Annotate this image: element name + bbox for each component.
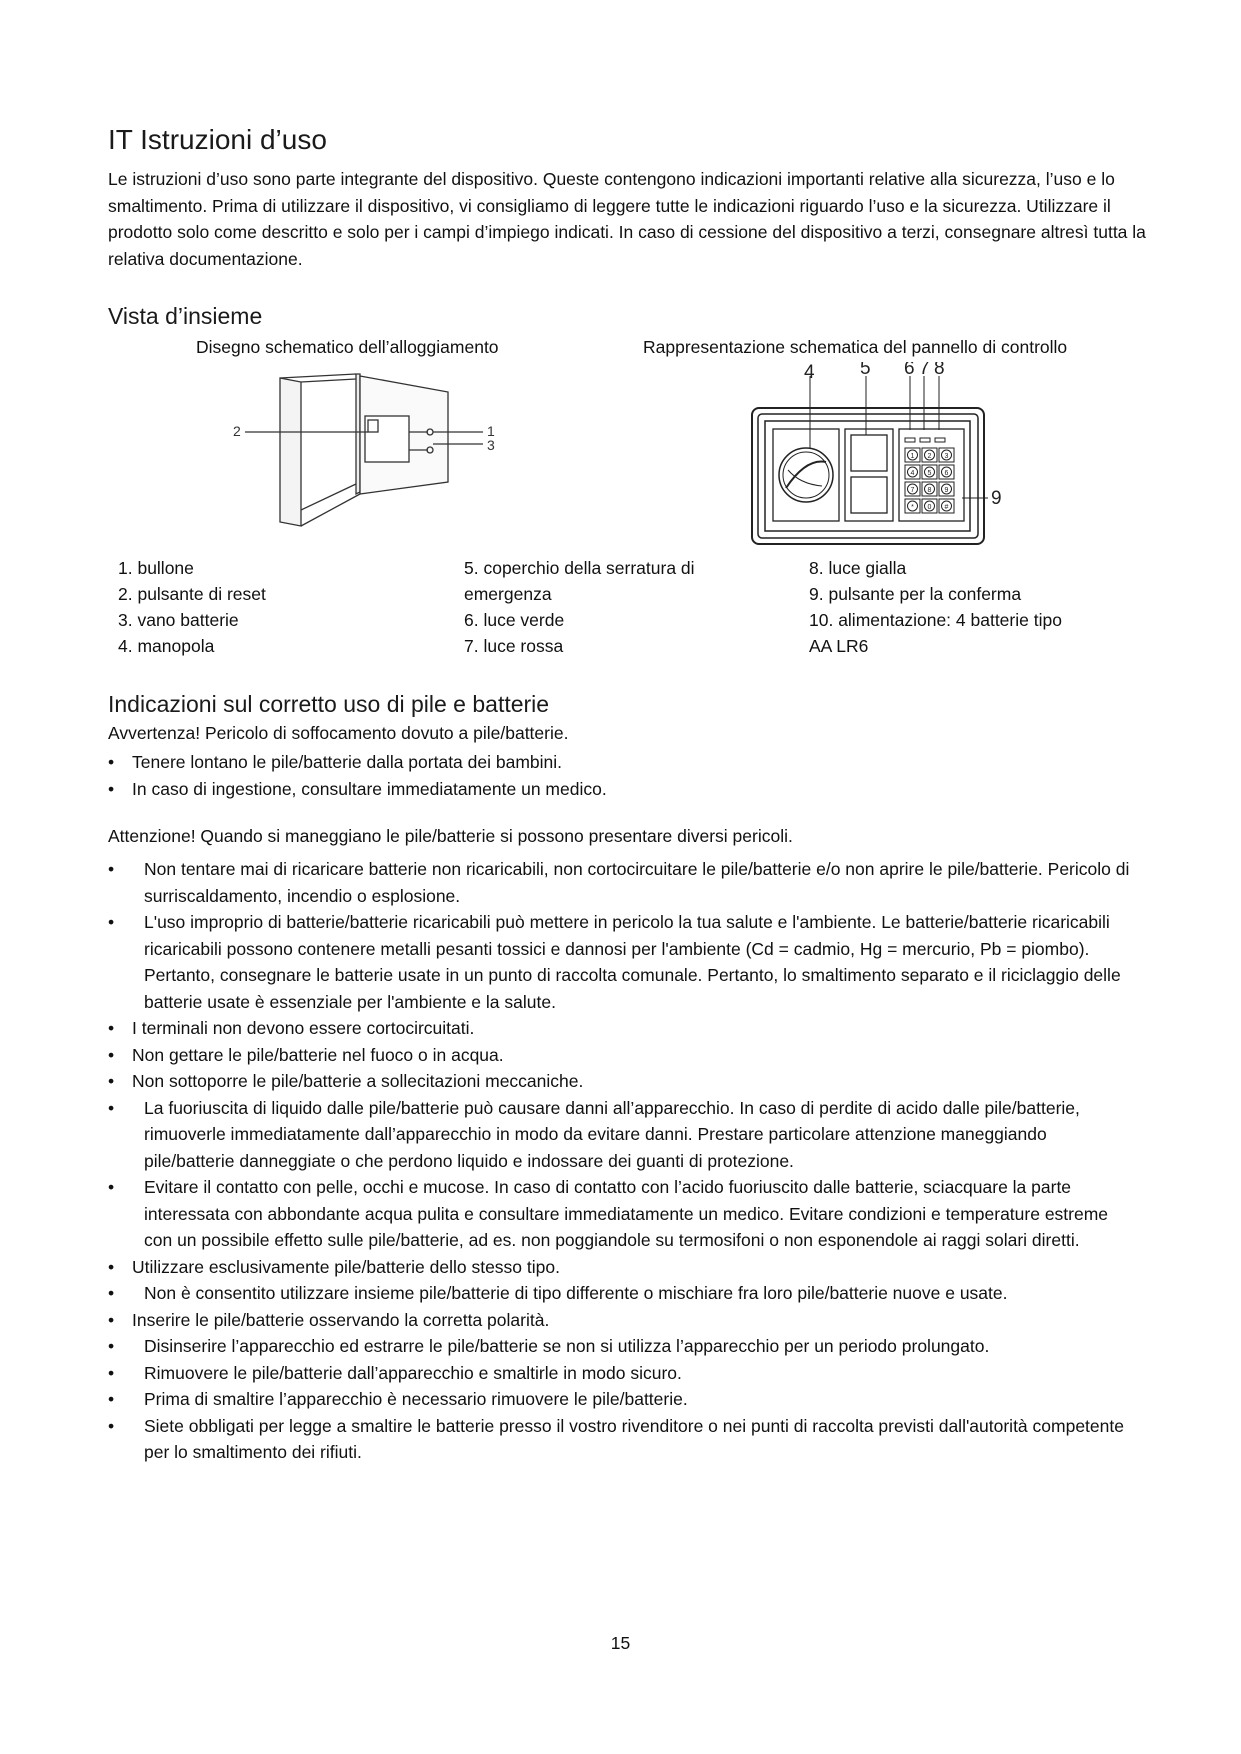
bullet-icon: • — [108, 1256, 115, 1277]
part-item: 10. alimentazione: 4 batterie tipo — [809, 610, 1062, 630]
list-item: • Rimuovere le pile/batterie dall’apparecchio e smaltirle in modo sicuro. — [108, 1360, 1138, 1387]
keypad-key-label: * — [911, 504, 914, 511]
list-item: • Prima di smaltire l’apparecchio è necessario rimuovere le pile/batterie. — [108, 1386, 1138, 1413]
keypad-key-label: 6 — [944, 470, 949, 477]
housing-diagram — [225, 372, 515, 532]
keypad — [905, 448, 954, 513]
bullet-icon: • — [108, 1336, 115, 1356]
panel-label-8: 8 — [934, 362, 945, 379]
housing-label-1: 1 — [487, 423, 495, 439]
attention-list — [108, 856, 1138, 1466]
part-item: AA LR6 — [809, 636, 869, 656]
keypad-key-label: 3 — [944, 453, 949, 460]
list-item: • Inserire le pile/batterie osservando la corretta polarità. — [108, 1307, 1138, 1334]
choking-warning: Avvertenza! Pericolo di soffocamento dovuto a pile/batterie. — [108, 723, 569, 743]
part-item: 1. bullone — [118, 558, 194, 578]
part-item: 7. luce rossa — [464, 636, 564, 656]
bullet-icon: • — [108, 1071, 115, 1091]
part-item: 8. luce gialla — [809, 558, 907, 578]
intro-paragraph: Le istruzioni d’uso sono parte integrante del dispositivo. Queste contengono indicazioni importanti relative alla sicurezza, l’uso e lo smaltimento. Prima di utilizzare il dispositivo, vi consigliamo di leggere tutte le indicazioni riguardo l’uso e la sicurezza. Utilizzare il prodotto solo come descritto e solo per i campi d’impiego indicati. In caso di cessione del dispositivo a terzi, consegnare altresì tutta la relativa documentazione. — [108, 169, 1146, 269]
batteries-title: Indicazioni sul corretto uso di pile e batterie — [108, 691, 550, 717]
bullet-icon: • — [108, 778, 115, 799]
list-item: • I terminali non devono essere cortocircuitati. — [108, 1015, 1138, 1042]
part-item: emergenza — [464, 584, 552, 604]
list-item: • L'uso improprio di batterie/batterie ricaricabili può mettere in pericolo la tua salute e l'ambiente. Le batterie/batterie ricaricabili ricaricabili possono contenere metalli pesanti tossici e dannosi per l'ambiente (Cd = cadmio, Hg = mercurio, Pb = piombo). Pertanto, consegnare le batterie usate in un punto di raccolta comunale. Pertanto, lo smaltimento separato e il riciclaggio delle batterie usate è essenziale per l'ambiente e la salute. — [108, 909, 1138, 1015]
bullet-icon: • — [108, 1389, 115, 1409]
control-panel-diagram — [740, 362, 1040, 550]
yellow-light — [935, 438, 945, 442]
page-number: 15 — [610, 1633, 631, 1653]
part-item: 9. pulsante per la conferma — [809, 584, 1022, 604]
parts-column-3 — [809, 555, 1062, 659]
panel-caption: Rappresentazione schematica del pannello di controllo — [643, 337, 1068, 357]
list-item: • La fuoriuscita di liquido dalle pile/batterie può causare danni all’apparecchio. In caso di perdite di acido dalle pile/batterie, rimuoverle immediatamente dall’apparecchio in modo da evitare danni. Prestare particolare attenzione maneggiando pile/batterie danneggiate o che perdono liquido e indossare dei guanti di protezione. — [108, 1095, 1138, 1175]
part-item: 4. manopola — [118, 636, 215, 656]
keypad-key-label: 4 — [910, 470, 915, 477]
warning-list — [108, 749, 1138, 802]
bullet-icon: • — [108, 1018, 115, 1038]
keypad-key-label: 2 — [927, 453, 932, 460]
part-item: 3. vano batterie — [118, 610, 239, 630]
bullet-icon: • — [108, 1044, 115, 1065]
panel-label-4: 4 — [804, 362, 815, 383]
bullet-icon: • — [108, 1097, 115, 1118]
list-item: • Non sottoporre le pile/batterie a sollecitazioni meccaniche. — [108, 1068, 1138, 1095]
keypad-key-label: 0 — [927, 504, 932, 511]
housing-caption: Disegno schematico dell’alloggiamento — [196, 337, 499, 357]
list-item: • Non è consentito utilizzare insieme pile/batterie di tipo differente o mischiare fra loro pile/batterie nuove e usate. — [108, 1280, 1138, 1307]
list-item: • Non gettare le pile/batterie nel fuoco o in acqua. — [108, 1042, 1138, 1069]
list-item: • Non tentare mai di ricaricare batterie non ricaricabili, non cortocircuitare le pile/batterie e/o non aprire le pile/batterie. Pericolo di surriscaldamento, incendio o esplosione. — [108, 856, 1138, 909]
part-item: 6. luce verde — [464, 610, 565, 630]
attention-notice: Attenzione! Quando si maneggiano le pile/batterie si possono presentare diversi pericoli. — [108, 826, 793, 846]
page-heading: IT Istruzioni d’uso — [108, 124, 327, 155]
bullet-icon: • — [108, 1283, 115, 1303]
housing-label-3: 3 — [487, 437, 495, 453]
panel-label-7: 7 — [919, 362, 930, 379]
bullet-icon: • — [108, 859, 115, 879]
keypad-key-label: 8 — [927, 487, 932, 494]
parts-column-1 — [118, 555, 266, 659]
list-item: • Evitare il contatto con pelle, occhi e mucose. In caso di contatto con l’acido fuoriuscito dalle batterie, sciacquare la parte interessata con abbondante acqua pulita e consultare immediatamente un medico. Evitare condizioni e temperature estreme con un possibile effetto sulle pile/batterie, ad es. non poggiandole su termosifoni o non esponendole ai raggi solari diretti. — [108, 1174, 1138, 1254]
keypad-key-label: 5 — [927, 470, 932, 477]
housing-label-2: 2 — [233, 423, 241, 439]
bullet-icon: • — [108, 1362, 115, 1383]
list-item: • Siete obbligati per legge a smaltire le batterie presso il vostro rivenditore o nei punti di raccolta previsti dall'autorità competente per lo smaltimento dei rifiuti. — [108, 1413, 1138, 1466]
panel-label-6: 6 — [904, 362, 915, 379]
green-light — [905, 438, 915, 442]
overview-title: Vista d’insieme — [108, 303, 263, 329]
part-item: 2. pulsante di reset — [118, 584, 266, 604]
part-item: 5. coperchio della serratura di — [464, 558, 695, 578]
keypad-key-label: 9 — [944, 487, 949, 494]
list-item: • Disinserire l’apparecchio ed estrarre le pile/batterie se non si utilizza l’apparecchio per un periodo prolungato. — [108, 1333, 1138, 1360]
parts-column-2 — [464, 555, 695, 659]
panel-label-5: 5 — [860, 362, 871, 379]
keypad-key-label: 7 — [910, 487, 915, 494]
bullet-icon: • — [108, 1177, 115, 1197]
panel-label-9: 9 — [991, 488, 1002, 509]
keypad-key-label: 1 — [910, 453, 915, 460]
bullet-icon: • — [108, 1415, 115, 1436]
keypad-key-label: # — [944, 504, 949, 511]
list-item: • In caso di ingestione, consultare immediatamente un medico. — [108, 776, 1138, 803]
bullet-icon: • — [108, 912, 115, 932]
bullet-icon: • — [108, 752, 115, 772]
red-light — [920, 438, 930, 442]
list-item: • Utilizzare esclusivamente pile/batterie dello stesso tipo. — [108, 1254, 1138, 1281]
bullet-icon: • — [108, 1309, 115, 1330]
list-item: • Tenere lontano le pile/batterie dalla portata dei bambini. — [108, 749, 1138, 776]
